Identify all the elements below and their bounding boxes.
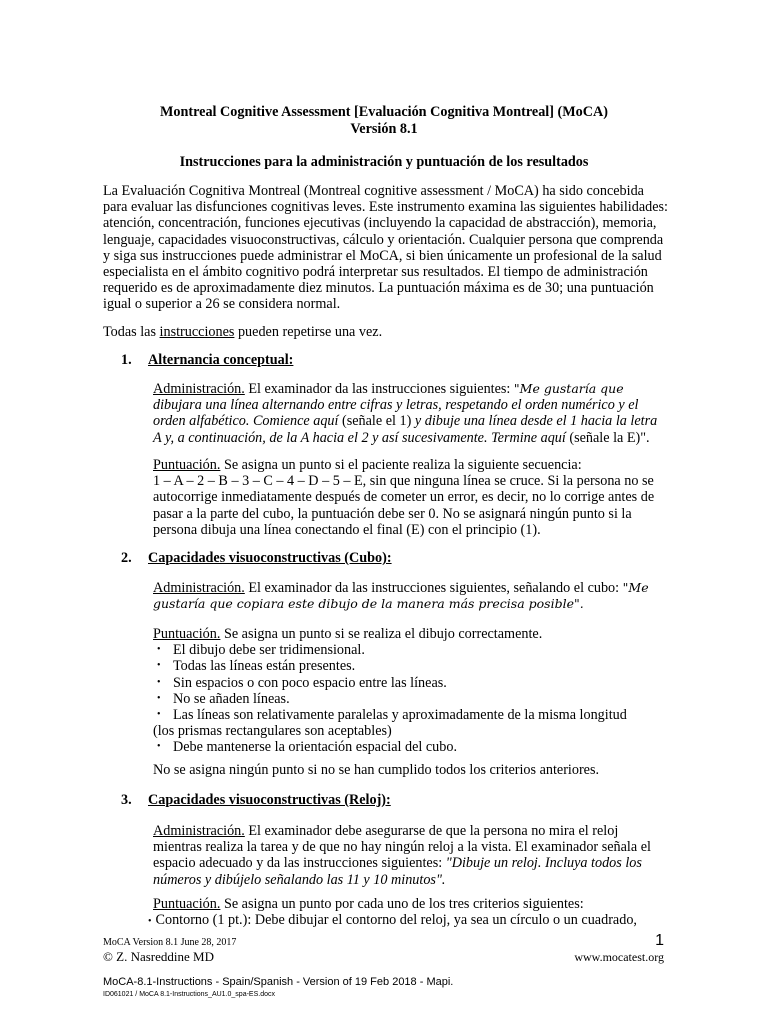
admin-text: mientras realiza la tarea y de que no hay ningún reloj a la vista. El examinador señala el [153,839,651,856]
section-1-title: Alternancia conceptual: [148,352,294,368]
admin-text: orden alfabético. Comience aquí [153,413,339,430]
criterion-text: No se añaden líneas. [173,690,290,707]
score-line: 1 – A – 2 – B – 3 – C – 4 – D – 5 – E, sin que ninguna línea se cruce. Si la persona no se [153,473,654,490]
score-text: Se asigna un punto si se realiza el dibujo correctamente. [220,626,543,642]
section-1-administration [153,381,673,446]
cube-criteria-list [153,642,673,755]
page-number: 1 [655,932,664,949]
footer-url: www.mocatest.org [574,950,664,964]
intro-line: lenguaje, capacidades visuoconstructivas, cálculo y orientación. Cualquier persona que comprenda [103,231,664,248]
score-line: pasar a la parte del cubo, la puntuación debe ser 0. No se asignará ningún punto si la [153,505,632,522]
score-text: Se asigna un punto por cada uno de los tres criterios siguientes: [220,896,584,912]
criterion-text: Todas las líneas están presentes. [173,658,356,675]
bullet-icon: • [157,741,161,753]
instrucciones-link: instrucciones [159,324,235,340]
admin-text: El examinador da las instrucciones siguientes: [244,381,514,397]
admin-text: El examinador da las instrucciones siguientes, señalando el cubo: [244,580,623,596]
bullet-icon: • [157,644,161,656]
section-3-heading [121,792,391,809]
admin-quote: "Dibuje un reloj. Incluya todos los [445,855,642,872]
document-version: Versión 8.1 [350,121,418,137]
admin-text: dibujara una línea alternando entre cifras y letras, respetando el orden numérico y el [153,397,639,414]
section-1-heading [121,352,293,369]
footer-doc-id: ID061021 / MoCA 8.1-Instructions_AU1.0_spa-ES.docx [103,991,275,998]
intro-line: y siga sus instrucciones puede administrar el MoCA, si bien únicamente un profesional de la salud [103,247,662,264]
admin-text: y dibuje una línea desde el 1 hacia la letra [414,413,658,430]
admin-label: Administración. [153,580,245,596]
repeat-note [103,324,382,340]
criterion-text: Contorno (1 pt.): Debe dibujar el contorno del reloj, ya sea un círculo o un cuadrado, [155,912,637,928]
section-2-administration [153,580,673,612]
section-2-note: No se asigna ningún punto si no se han cumplido todos los criterios anteriores. [153,762,600,778]
document-subtitle: Instrucciones para la administración y puntuación de los resultados [179,154,589,170]
score-line: persona dibuja una línea conectando el final (E) con el principio (1). [153,521,541,538]
list-item [153,642,673,658]
admin-text: (señale el 1) [338,413,415,430]
bullet-icon: • [157,660,161,672]
bullet-icon: • [157,709,161,721]
admin-text: El examinador debe asegurarse de que la persona no mira el reloj [244,823,619,839]
admin-label: Administración. [153,823,245,839]
score-text: Se asigna un punto si el paciente realiza la siguiente secuencia: [220,457,582,473]
list-item-continuation [153,723,673,739]
criterion-text: (los prismas rectangulares son aceptables) [153,723,392,740]
footer-mapi-note: MoCA-8.1-Instructions - Spain/Spanish - Version of 19 Feb 2018 - Mapi. [103,976,454,988]
repeat-note-post: pueden repetirse una vez. [234,324,383,340]
intro-line: requerido es de aproximadamente diez minutos. La puntuación máxima es de 30; una puntuación [103,280,654,297]
bullet-icon: • [148,916,152,927]
repeat-note-pre: Todas las [103,324,160,340]
list-item [153,707,673,723]
intro-line: igual o superior a 26 se considera normal. [103,296,341,313]
section-2-number: 2. [121,550,132,566]
footer-copyright: © Z. Nasreddine MD [103,949,214,964]
intro-line: La Evaluación Cognitiva Montreal (Montreal cognitive assessment / MoCA) ha sido concebida [103,183,644,199]
criterion-text: Las líneas son relativamente paralelas y aproximadamente de la misma longitud [173,707,627,724]
list-item [153,739,673,755]
bullet-icon: • [157,692,161,704]
admin-quote: números y dibújelo señalando las 11 y 10 minutos". [153,871,446,888]
section-1-scoring [153,457,673,538]
intro-line: para evaluar las disfunciones cognitivas leves. Este instrumento examina las siguientes habilidades: [103,199,668,216]
clock-contour-criterion [148,912,637,930]
score-line: autocorrige inmediatamente después de cometer un error, es decir, no lo corrige antes de [153,489,655,506]
intro-paragraph [103,183,673,313]
section-3-number: 3. [121,792,132,808]
section-2-scoring [153,626,673,756]
document-title: Montreal Cognitive Assessment [Evaluación Cognitiva Montreal] (MoCA) [160,104,608,120]
intro-line: especialista en el ámbito cognitivo podrá interpretar sus resultados. El tiempo de administración [103,264,648,281]
criterion-text: Debe mantenerse la orientación espacial del cubo. [173,739,458,756]
section-3-administration [153,823,673,888]
footer-version: MoCA Version 8.1 June 28, 2017 [103,937,237,948]
admin-text: (señale la E)". [565,429,650,446]
section-2-heading [121,550,392,567]
admin-label: Administración. [153,381,245,397]
score-label: Puntuación. [153,626,221,642]
list-item [153,675,673,691]
section-2-title: Capacidades visuoconstructivas (Cubo): [148,550,392,566]
section-1-number: 1. [121,352,132,368]
score-label: Puntuación. [153,896,221,912]
section-3-scoring [153,896,673,912]
bullet-icon: • [157,676,161,688]
intro-line: atención, concentración, funciones ejecutivas (incluyendo la capacidad de abstracción), memoria, [103,215,657,232]
criterion-text: Sin espacios o con poco espacio entre las líneas. [173,674,447,691]
section-3-title: Capacidades visuoconstructivas (Reloj): [148,792,391,808]
list-item [153,691,673,707]
criterion-text: El dibujo debe ser tridimensional. [173,642,365,659]
list-item [153,658,673,674]
admin-quote: gustaría que copiara este dibujo de la manera más precisa posible". [153,596,584,612]
admin-text: espacio adecuado y da las instrucciones siguientes: [153,855,446,872]
admin-quote: "Me gustaría que [513,381,624,396]
admin-quote: "Me [622,580,649,595]
score-label: Puntuación. [153,457,221,473]
admin-text: A y, a continuación, de la A hacia el 2 y así sucesivamente. Termine aquí [153,429,566,446]
